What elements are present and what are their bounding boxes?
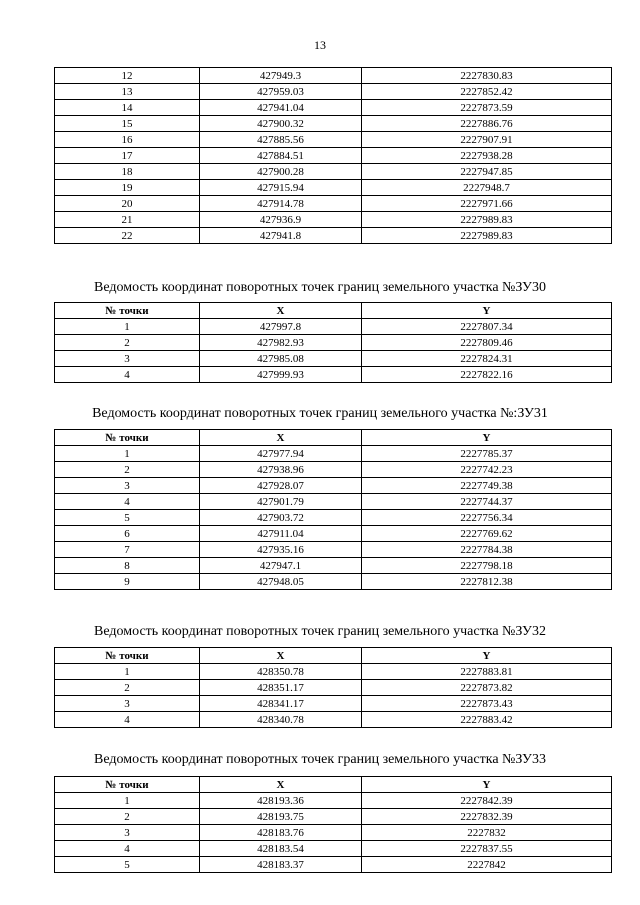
cell-point: 2 [55,335,200,351]
cell-point: 2 [55,809,200,825]
cell-point: 15 [55,116,200,132]
cell-y: 2227785.37 [362,446,612,462]
table-row [55,825,612,841]
section-title-zu31: Ведомость координат поворотных точек границ земельного участка №:ЗУ31 [92,406,548,421]
cell-x: 427928.07 [200,478,362,494]
cell-y: 2227822.16 [362,367,612,383]
table-row [55,68,612,84]
cell-y: 2227971.66 [362,196,612,212]
header-y: Y [362,303,612,319]
cell-point: 21 [55,212,200,228]
cell-point: 18 [55,164,200,180]
cell-point: 9 [55,574,200,590]
cell-x: 428183.54 [200,841,362,857]
cell-y: 2227812.38 [362,574,612,590]
cell-point: 14 [55,100,200,116]
cell-x: 427915.94 [200,180,362,196]
cell-point: 16 [55,132,200,148]
table-header-row [55,777,612,793]
cell-point: 22 [55,228,200,244]
cell-y: 2227837.55 [362,841,612,857]
cell-x: 427949.3 [200,68,362,84]
table-row [55,510,612,526]
table-row [55,132,612,148]
cell-x: 427948.05 [200,574,362,590]
cell-y: 2227886.76 [362,116,612,132]
cell-y: 2227989.83 [362,212,612,228]
section-title-zu33: Ведомость координат поворотных точек границ земельного участка №ЗУ33 [94,752,546,767]
table-row [55,542,612,558]
cell-x: 427900.32 [200,116,362,132]
cell-x: 428183.76 [200,825,362,841]
cell-y: 2227807.34 [362,319,612,335]
cell-point: 8 [55,558,200,574]
cell-y: 2227883.42 [362,712,612,728]
table-row [55,462,612,478]
cell-x: 428350.78 [200,664,362,680]
cell-point: 4 [55,841,200,857]
table-row [55,196,612,212]
table-row [55,478,612,494]
cell-y: 2227744.37 [362,494,612,510]
cell-point: 12 [55,68,200,84]
cell-x: 427935.16 [200,542,362,558]
header-point: № точки [55,777,200,793]
coords-table-zu31 [54,429,612,590]
table-row [55,841,612,857]
cell-point: 1 [55,793,200,809]
cell-x: 428340.78 [200,712,362,728]
cell-x: 427982.93 [200,335,362,351]
header-point: № точки [55,648,200,664]
table-row [55,696,612,712]
cell-y: 2227830.83 [362,68,612,84]
cell-y: 2227947.85 [362,164,612,180]
cell-y: 2227907.91 [362,132,612,148]
table-header-row [55,430,612,446]
cell-point: 19 [55,180,200,196]
cell-y: 2227989.83 [362,228,612,244]
header-y: Y [362,430,612,446]
table-row [55,809,612,825]
cell-y: 2227832 [362,825,612,841]
table-row [55,446,612,462]
cell-x: 427911.04 [200,526,362,542]
cell-point: 2 [55,680,200,696]
cell-y: 2227842.39 [362,793,612,809]
header-x: X [200,648,362,664]
cell-point: 4 [55,494,200,510]
cell-x: 427959.03 [200,84,362,100]
cell-x: 427936.9 [200,212,362,228]
cell-x: 428183.37 [200,857,362,873]
table-row [55,116,612,132]
cell-x: 428341.17 [200,696,362,712]
cell-y: 2227883.81 [362,664,612,680]
header-point: № точки [55,303,200,319]
cell-y: 2227809.46 [362,335,612,351]
cell-point: 13 [55,84,200,100]
cell-x: 427947.1 [200,558,362,574]
cell-x: 427985.08 [200,351,362,367]
cell-point: 5 [55,510,200,526]
header-y: Y [362,648,612,664]
continuation-table [54,67,612,244]
table-row [55,319,612,335]
cell-x: 427938.96 [200,462,362,478]
table-row [55,228,612,244]
cell-point: 6 [55,526,200,542]
cell-point: 3 [55,351,200,367]
cell-point: 4 [55,712,200,728]
table-row [55,84,612,100]
cell-point: 3 [55,825,200,841]
cell-y: 2227784.38 [362,542,612,558]
coords-table-zu30 [54,302,612,383]
table-row [55,367,612,383]
cell-y: 2227938.28 [362,148,612,164]
cell-point: 5 [55,857,200,873]
table-row [55,335,612,351]
table-row [55,180,612,196]
section-title-zu30: Ведомость координат поворотных точек границ земельного участка №ЗУ30 [94,280,546,295]
cell-point: 1 [55,446,200,462]
cell-x: 427977.94 [200,446,362,462]
table-row [55,680,612,696]
cell-point: 3 [55,478,200,494]
cell-x: 427900.28 [200,164,362,180]
cell-x: 428193.36 [200,793,362,809]
cell-x: 427901.79 [200,494,362,510]
table-row [55,558,612,574]
cell-x: 427941.04 [200,100,362,116]
table-row [55,664,612,680]
cell-x: 427885.56 [200,132,362,148]
cell-point: 20 [55,196,200,212]
cell-y: 2227842 [362,857,612,873]
cell-y: 2227742.23 [362,462,612,478]
table-row [55,857,612,873]
table-row [55,712,612,728]
cell-point: 4 [55,367,200,383]
cell-point: 3 [55,696,200,712]
table-row [55,100,612,116]
cell-y: 2227852.42 [362,84,612,100]
cell-y: 2227749.38 [362,478,612,494]
cell-y: 2227873.82 [362,680,612,696]
cell-y: 2227756.34 [362,510,612,526]
table-header-row [55,303,612,319]
cell-point: 1 [55,319,200,335]
table-row [55,574,612,590]
cell-x: 428193.75 [200,809,362,825]
coords-table-zu32 [54,647,612,728]
cell-point: 2 [55,462,200,478]
table-row [55,148,612,164]
section-title-zu32: Ведомость координат поворотных точек границ земельного участка №ЗУ32 [94,624,546,639]
table-row [55,212,612,228]
cell-point: 7 [55,542,200,558]
cell-y: 2227948.7 [362,180,612,196]
table-row [55,526,612,542]
table-row [55,793,612,809]
cell-y: 2227873.59 [362,100,612,116]
cell-y: 2227824.31 [362,351,612,367]
cell-x: 428351.17 [200,680,362,696]
cell-y: 2227798.18 [362,558,612,574]
cell-point: 17 [55,148,200,164]
page-number: 13 [314,38,326,52]
cell-x: 427941.8 [200,228,362,244]
cell-x: 427914.78 [200,196,362,212]
header-x: X [200,430,362,446]
cell-x: 427903.72 [200,510,362,526]
cell-y: 2227873.43 [362,696,612,712]
cell-point: 1 [55,664,200,680]
header-y: Y [362,777,612,793]
cell-x: 427997.8 [200,319,362,335]
header-point: № точки [55,430,200,446]
table-row [55,351,612,367]
cell-y: 2227832.39 [362,809,612,825]
header-x: X [200,303,362,319]
table-header-row [55,648,612,664]
cell-y: 2227769.62 [362,526,612,542]
cell-x: 427999.93 [200,367,362,383]
table-row [55,164,612,180]
cell-x: 427884.51 [200,148,362,164]
coords-table-zu33 [54,776,612,873]
header-x: X [200,777,362,793]
table-row [55,494,612,510]
